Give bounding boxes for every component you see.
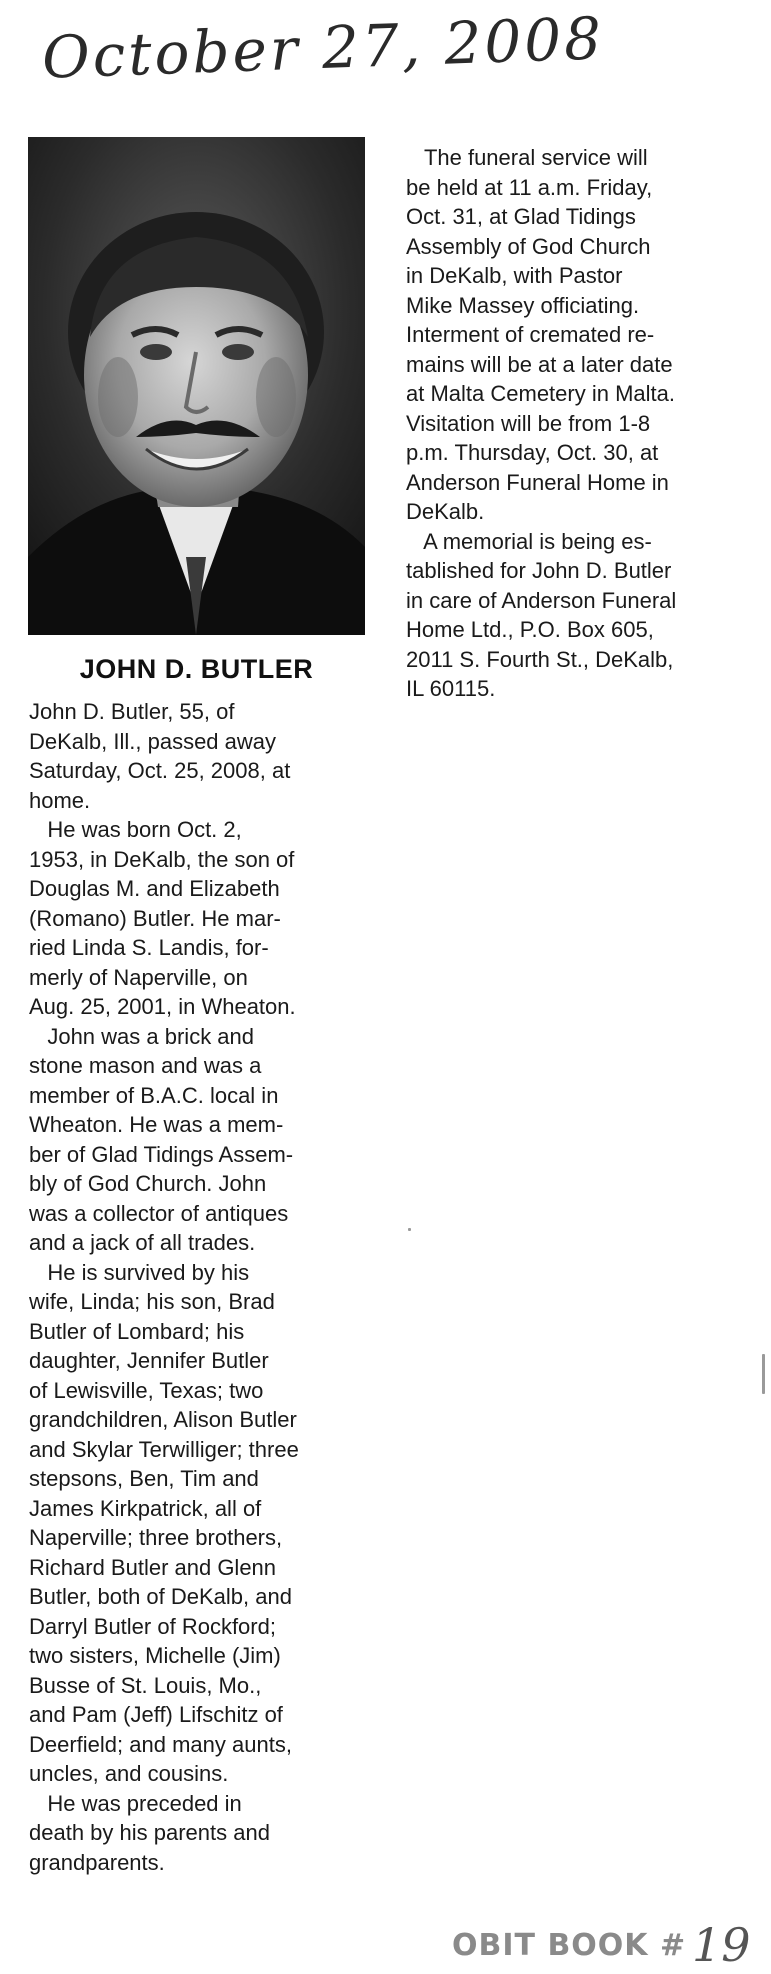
text-line: grandparents. <box>29 1849 165 1875</box>
text-line: and Skylar Terwilliger; three <box>29 1436 299 1462</box>
text-line: at Malta Cemetery in Malta. <box>406 381 675 406</box>
text-line: John was a brick and <box>29 1023 255 1049</box>
text-line: He is survived by his <box>29 1259 250 1285</box>
text-line: of Lewisville, Texas; two <box>29 1377 264 1403</box>
text-line: p.m. Thursday, Oct. 30, at <box>406 440 659 465</box>
text-line: merly of Naperville, on <box>29 964 248 990</box>
text-line: uncles, and cousins. <box>29 1761 229 1786</box>
text-line: tablished for John D. Butler <box>406 558 672 583</box>
scan-artifact <box>762 1354 765 1394</box>
text-line: stone mason and was a <box>29 1053 262 1078</box>
text-line: Saturday, Oct. 25, 2008, at <box>29 758 291 783</box>
text-line: in DeKalb, with Pastor <box>406 263 623 288</box>
text-line: death by his parents and <box>29 1820 270 1845</box>
text-line: stepsons, Ben, Tim and <box>29 1466 259 1491</box>
obituary-left-column <box>29 697 299 1877</box>
text-line: DeKalb. <box>406 499 485 524</box>
text-line: Butler, both of DeKalb, and <box>29 1584 292 1609</box>
text-line: be held at 11 a.m. Friday, <box>406 174 653 200</box>
text-line: Butler of Lombard; his <box>29 1318 245 1344</box>
text-line: 1953, in DeKalb, the son of <box>29 846 295 872</box>
text-line: A memorial is being es- <box>406 528 652 554</box>
text-line: IL 60115. <box>406 676 496 701</box>
text-line: Home Ltd., P.O. Box 605, <box>406 617 654 642</box>
text-line: Mike Massey officiating. <box>406 292 640 318</box>
text-line: DeKalb, Ill., passed away <box>29 728 277 754</box>
text-line: Oct. 31, at Glad Tidings <box>406 204 636 229</box>
portrait-photo <box>28 137 365 635</box>
text-line: wife, Linda; his son, Brad <box>29 1289 275 1314</box>
text-line: and Pam (Jeff) Lifschitz of <box>29 1702 283 1727</box>
text-line: James Kirkpatrick, all of <box>29 1495 262 1521</box>
scan-artifact <box>408 1228 411 1231</box>
text-line: and a jack of all trades. <box>29 1230 256 1255</box>
text-line: grandchildren, Alison Butler <box>29 1407 297 1432</box>
text-line: Deerfield; and many aunts, <box>29 1731 292 1757</box>
text-line: Wheaton. He was a mem- <box>29 1112 284 1137</box>
text-line: Busse of St. Louis, Mo., <box>29 1672 262 1698</box>
text-line: home. <box>29 787 91 813</box>
text-line: ried Linda S. Landis, for- <box>29 935 269 960</box>
text-line: Visitation will be from 1-8 <box>406 410 651 436</box>
text-line: Douglas M. and Elizabeth <box>29 876 280 901</box>
text-line: Interment of cremated re- <box>406 322 655 347</box>
text-line: He was born Oct. 2, <box>29 817 242 842</box>
handwritten-date: October 27, 2008 <box>40 4 606 92</box>
text-line: ber of Glad Tidings Assem- <box>29 1141 294 1167</box>
text-line: John D. Butler, 55, of <box>29 699 235 724</box>
text-line: Darryl Butler of Rockford; <box>29 1613 276 1639</box>
text-line: two sisters, Michelle (Jim) <box>29 1643 281 1668</box>
portrait-photo-image <box>28 137 365 635</box>
obit-book-stamp: OBIT BOOK # <box>452 1928 687 1963</box>
text-line: Anderson Funeral Home in <box>406 469 669 495</box>
text-line: bly of God Church. John <box>29 1171 267 1196</box>
text-line: The funeral service will <box>406 145 648 170</box>
text-line: mains will be at a later date <box>406 351 673 377</box>
text-line: was a collector of antiques <box>29 1200 289 1226</box>
text-line: Assembly of God Church <box>406 233 651 259</box>
handwritten-page-number: 19 <box>692 1918 751 1972</box>
obituary-right-column <box>406 143 676 704</box>
text-line: He was preceded in <box>29 1790 242 1816</box>
text-line: Richard Butler and Glenn <box>29 1554 277 1580</box>
text-line: daughter, Jennifer Butler <box>29 1348 269 1373</box>
text-line: in care of Anderson Funeral <box>406 587 677 613</box>
text-line: Aug. 25, 2001, in Wheaton. <box>29 994 296 1019</box>
text-line: 2011 S. Fourth St., DeKalb, <box>406 646 674 672</box>
text-line: (Romano) Butler. He mar- <box>29 905 281 931</box>
obituary-headline: JOHN D. BUTLER <box>79 654 314 684</box>
text-line: member of B.A.C. local in <box>29 1082 279 1108</box>
text-line: Naperville; three brothers, <box>29 1525 283 1550</box>
